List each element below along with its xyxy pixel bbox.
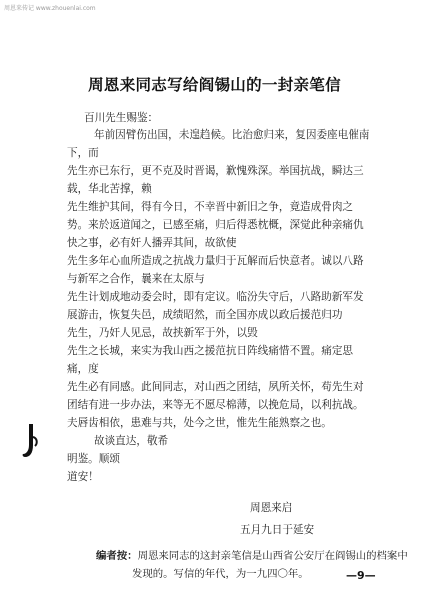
letter-line: 年前因臂伤出国，未遑趋候。比治愈归来，复因委座电催南 xyxy=(94,129,370,141)
letter-line: 载，华北苦撑，赖 xyxy=(67,183,152,195)
letter-line: 势。来於返道闻之，已感至痛，归后得悉枕概，深觉此种亲痛仇 xyxy=(67,219,364,231)
signature-date: 五月九日于延安 xyxy=(240,524,315,536)
editor-note-line2: 发现的。写信的年代，为一九四〇年。 xyxy=(132,568,309,580)
letter-line: 下，而 xyxy=(67,147,99,159)
letter-line: 明鉴。顺颂 xyxy=(67,453,120,465)
ink-blot-mark xyxy=(20,423,42,459)
page-number: —9— xyxy=(346,569,376,582)
letter-closing: 道安！ xyxy=(67,471,99,483)
letter-line: 先生多年心血所造成之抗战力量归于瓦解而后快意者。诚以八路 xyxy=(67,255,364,267)
letter-line: 夫唇齿相依，患难与共，处今之世，惟先生能熟察之也。 xyxy=(67,417,332,429)
signature-name: 周恩来启 xyxy=(250,502,293,514)
letter-line: 先生，乃奸人见忌，故挟新军于外，以毁 xyxy=(67,327,258,339)
letter-line: 故谈直达，敬希 xyxy=(94,435,169,447)
letter-line: 先生之长城，来实为我山西之援范抗日阵线痛惜不置。痛定思 xyxy=(67,345,354,357)
letter-line: 先生计划成地动委会时，即有定议。临汾失守后，八路助新军发 xyxy=(67,291,364,303)
editor-note-line1 xyxy=(96,548,408,564)
letter-line: 先生维护其间，得有今日，不幸晋中新旧之争，竟造成骨肉之 xyxy=(67,201,354,213)
editor-note-label: 编者按： xyxy=(96,550,138,562)
editor-note-text: 周恩来同志的这封亲笔信是山西省公安厅在阎锡山的档案中 xyxy=(137,550,408,562)
watermark-text: 周恩来传记 www.zhouenlai.com xyxy=(4,5,96,12)
letter-line: 先生亦已东行，更不克及时晋谒，歉愧殊深。举国抗战，瞬达三 xyxy=(67,165,364,177)
page-title: 周恩来同志写给阎锡山的一封亲笔信 xyxy=(88,76,341,94)
letter-salutation: 百川先生赐鉴： xyxy=(84,112,159,124)
letter-line: 与新军之合作，曩来在太原与 xyxy=(67,273,205,285)
letter-line: 团结有进一步办法，来等无不愿尽棉薄，以挽危局，以利抗战。 xyxy=(67,399,364,411)
letter-line: 先生必有同感。此间同志，对山西之团结，夙所关怀，苟先生对 xyxy=(67,381,364,393)
letter-line: 快之事，必有奸人播弄其间，故欲使 xyxy=(67,237,237,249)
letter-line: 痛，度 xyxy=(67,363,99,375)
letter-line: 展游击，恢复失邑，成绩昭然，而全国亦成以政后援范归功 xyxy=(67,309,343,321)
